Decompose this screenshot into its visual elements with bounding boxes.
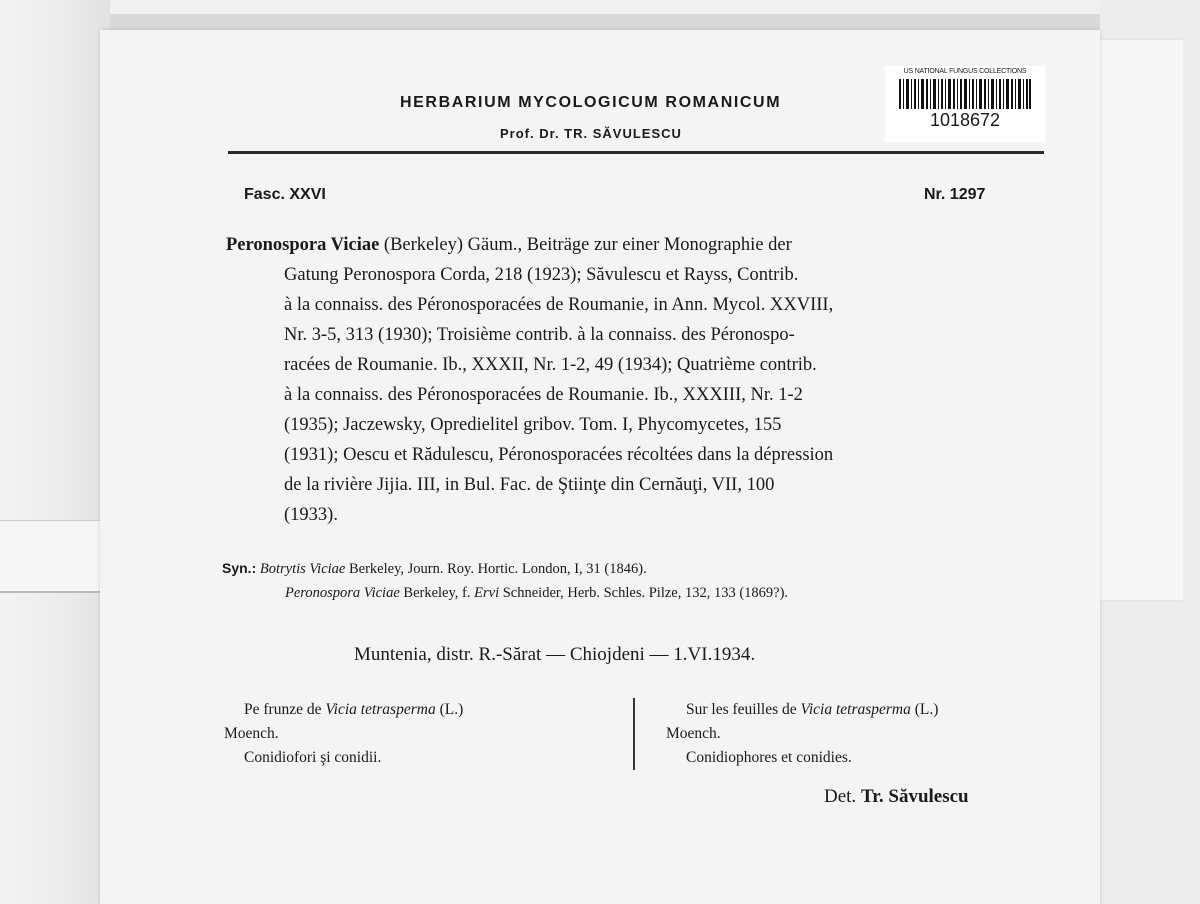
host-authority: (L.): [435, 701, 464, 718]
host-romanian: [224, 698, 624, 770]
background-left-strip: [0, 0, 110, 904]
host-line: Moench.: [224, 725, 279, 742]
determiner: [824, 786, 969, 808]
collection-locality: Muntenia, distr. R.-Sărat — Chiojdeni — 1.VI.1934.: [354, 644, 756, 665]
column-divider: [633, 698, 635, 770]
host-authority: (L.): [910, 701, 939, 718]
host-line: Conidiophores et conidies.: [686, 749, 852, 766]
fascicle-number: Fasc. XXVI: [244, 186, 326, 203]
herbarium-title: HERBARIUM MYCOLOGICUM ROMANICUM: [400, 94, 782, 111]
citation-line: de la rivière Jijia. III, in Bul. Fac. de Ştiinţe din Cernăuţi, VII, 100: [284, 475, 775, 495]
synonym-taxon: Peronospora Viciae: [285, 585, 400, 601]
citation-line: (1935); Jaczewsky, Opredielitel gribov. Tom. I, Phycomycetes, 155: [284, 415, 782, 435]
host-taxon: Vicia tetrasperma: [800, 701, 911, 718]
citation-line: [226, 230, 1048, 260]
barcode-label: [885, 66, 1045, 142]
catalog-number: 1018672: [929, 110, 1001, 130]
synonyms-block: [222, 556, 1062, 605]
synonym-reference: Schneider, Herb. Schles. Pilze, 132, 133 (1869?).: [499, 585, 789, 601]
specimen-number: Nr. 1297: [924, 186, 986, 203]
citation-line: (1931); Oescu et Rădulescu, Péronosporacées récoltées dans la dépression: [284, 445, 834, 465]
citation-text: (Berkeley) Gäum., Beiträge zur einer Monographie der: [383, 235, 792, 255]
citation-line: (1933).: [284, 505, 338, 525]
host-line: [666, 698, 1066, 722]
barcode-caption: US NATIONAL FUNGUS COLLECTIONS: [903, 68, 1027, 75]
host-line: Conidiofori şi conidii.: [244, 749, 382, 766]
synonym-line: [222, 556, 1062, 581]
citation-line: à la connaiss. des Péronosporacées de Roumanie, in Ann. Mycol. XXVIII,: [284, 295, 834, 315]
citation-line: racées de Roumanie. Ib., XXXII, Nr. 1-2, 49 (1934); Quatrième contrib.: [284, 355, 817, 375]
determiner-name: Tr. Săvulescu: [860, 786, 969, 807]
synonym-form: Ervi: [474, 585, 500, 601]
citation-line: Nr. 3-5, 313 (1930); Troisième contrib. à la connaiss. des Péronospo-: [284, 325, 795, 345]
synonyms-label: Syn.:: [222, 560, 257, 576]
synonym-author: Berkeley, f.: [399, 585, 475, 601]
host-line: Moench.: [666, 725, 721, 742]
host-prefix: Sur les feuilles de: [686, 701, 801, 718]
barcode-icon: [899, 79, 1031, 109]
species-name: Peronospora Viciae: [226, 235, 380, 255]
determiner-prefix: Det.: [824, 786, 861, 807]
citation-block: [226, 230, 1048, 530]
synonym-line: [222, 581, 1062, 605]
background-top-strip: [0, 0, 1200, 14]
header-divider: [228, 151, 1044, 154]
citation-line: Gatung Peronospora Corda, 218 (1923); Săvulescu et Rayss, Contrib.: [284, 265, 799, 285]
host-prefix: Pe frunze de: [244, 701, 326, 718]
citation-line: à la connaiss. des Péronosporacées de Roumanie. Ib., XXXIII, Nr. 1-2: [284, 385, 803, 405]
synonym-reference: Berkeley, Journ. Roy. Hortic. London, I, 31 (1846).: [345, 561, 647, 577]
herbarium-editor: Prof. Dr. TR. SĂVULESCU: [500, 126, 682, 141]
host-line: [224, 698, 624, 722]
host-taxon: Vicia tetrasperma: [325, 701, 436, 718]
host-french: [666, 698, 1066, 770]
synonym-taxon: Botrytis Viciae: [259, 561, 346, 577]
envelope-edge-right: [1090, 40, 1183, 600]
